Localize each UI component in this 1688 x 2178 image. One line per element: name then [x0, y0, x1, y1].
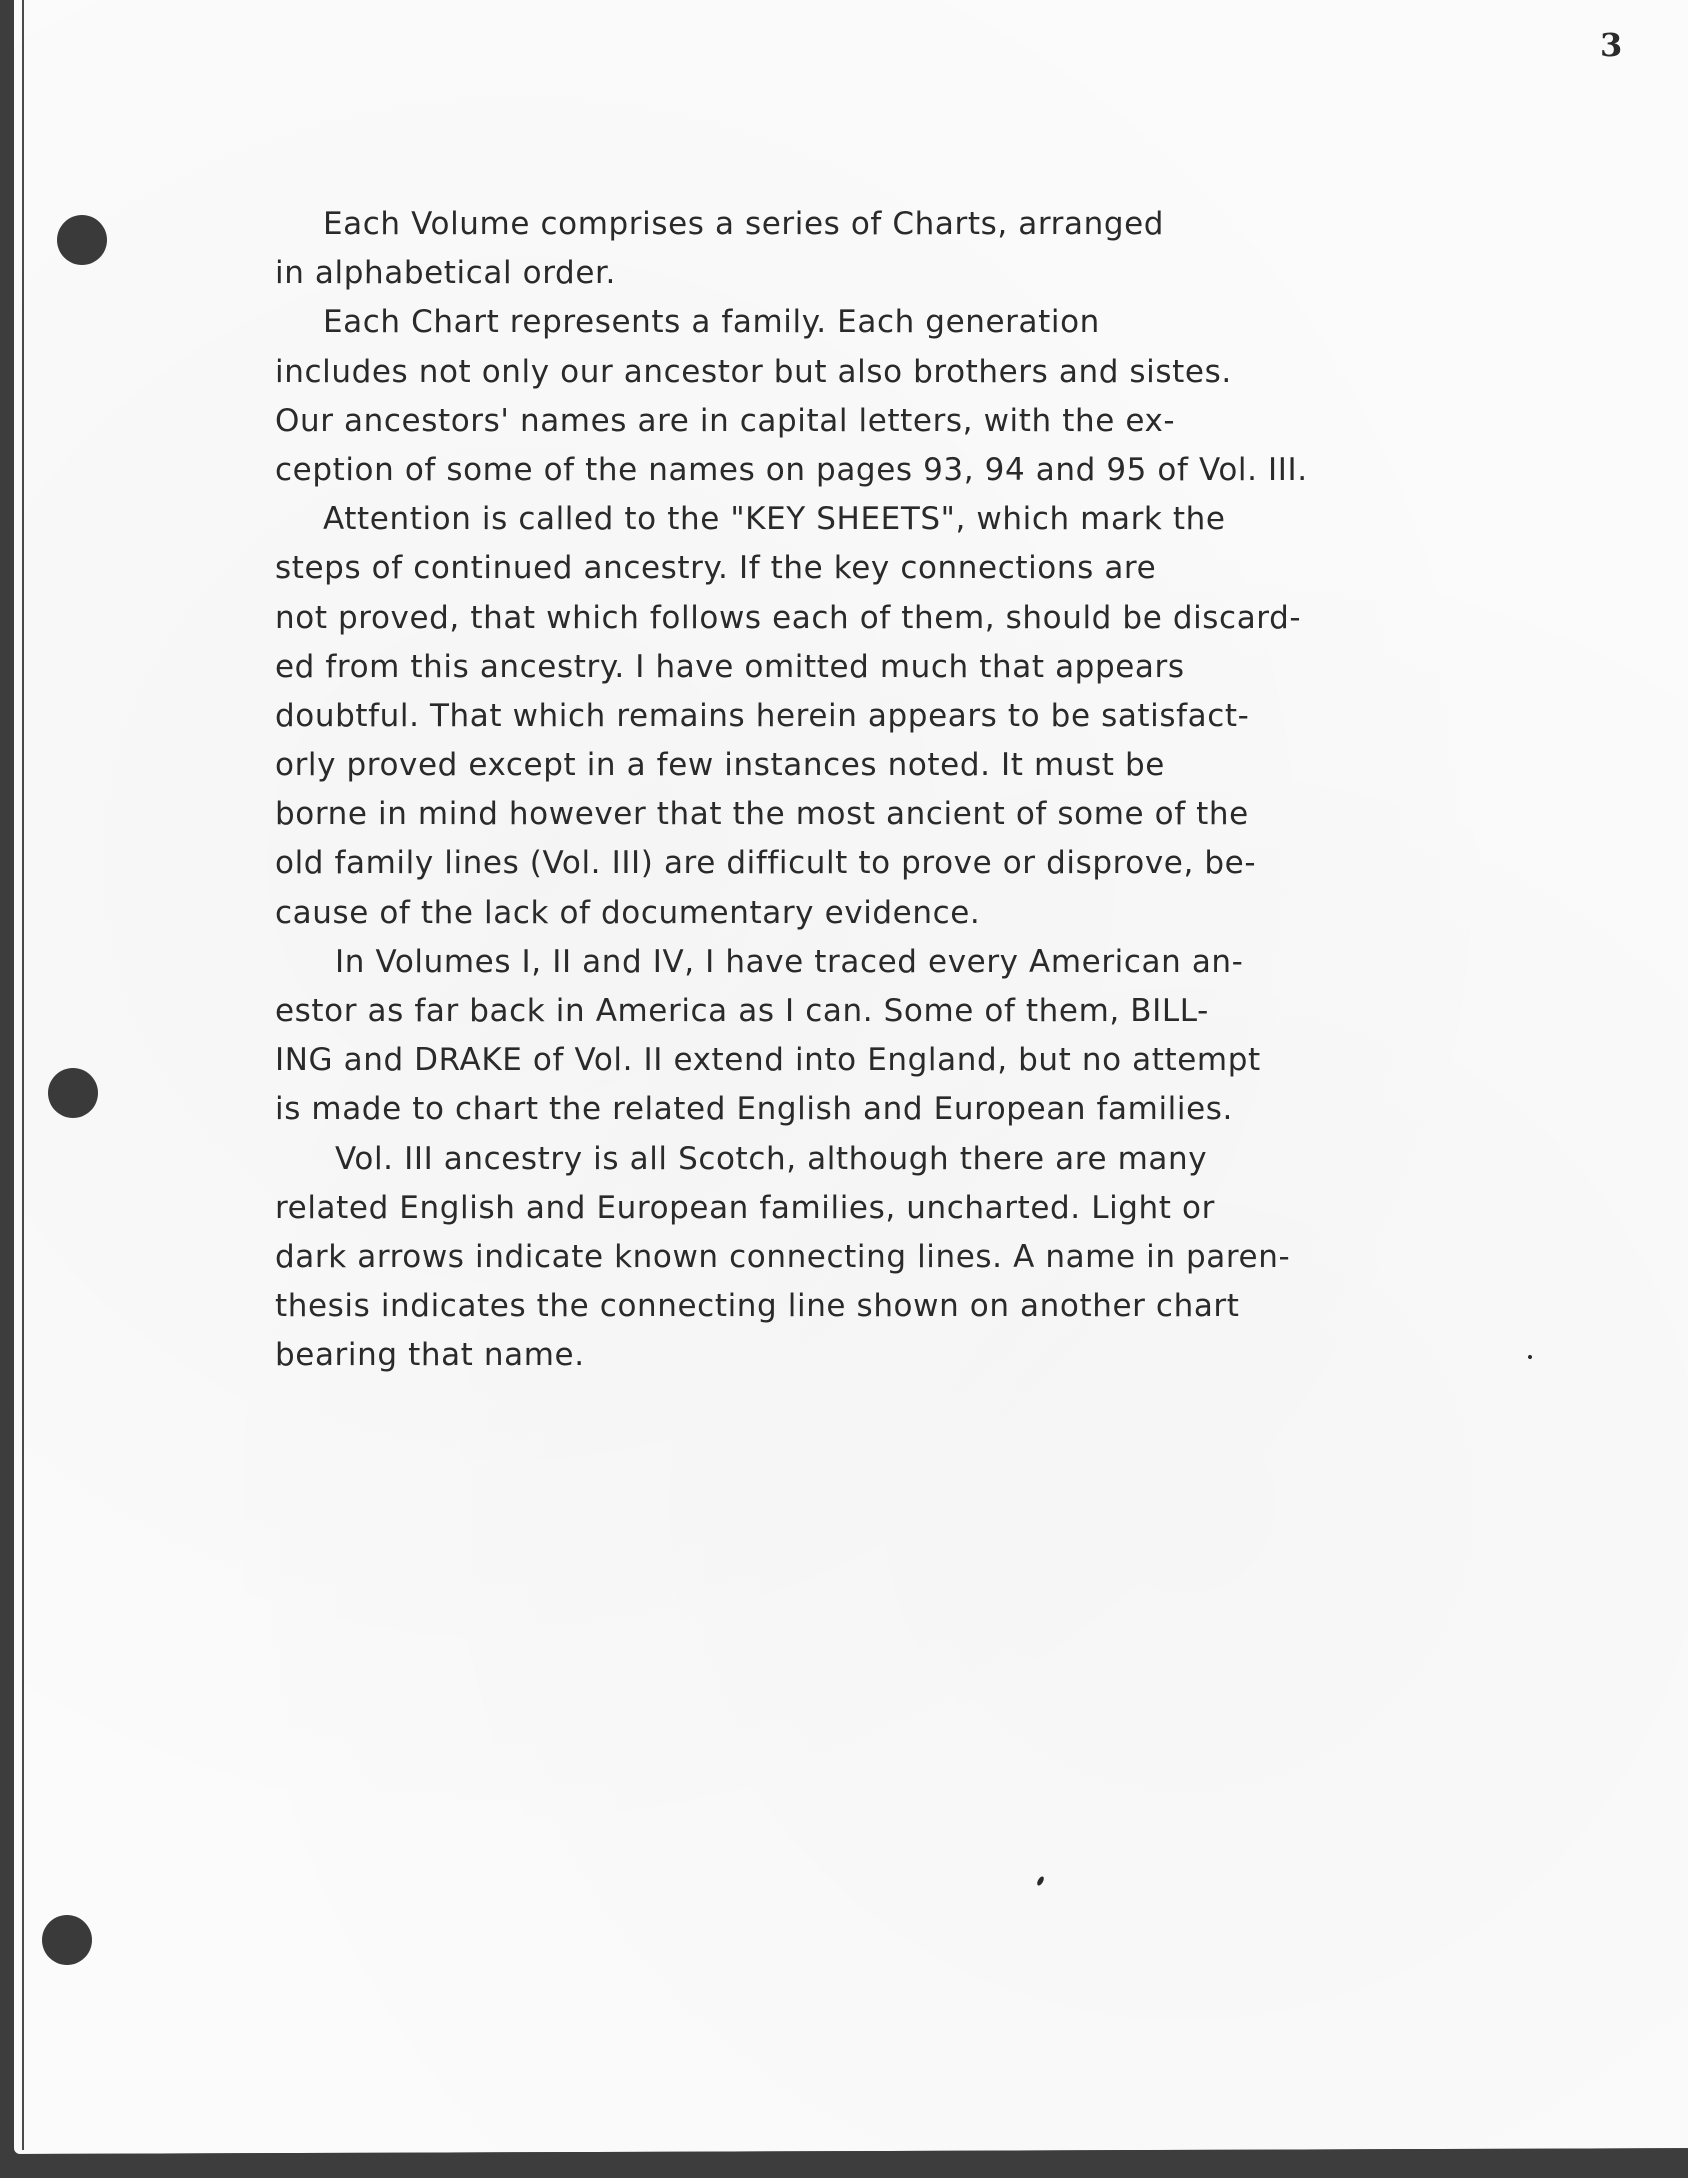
text-line: cause of the lack of documentary evidence.	[275, 894, 981, 931]
text-line: related English and European families, uncharted. Light or	[275, 1189, 1215, 1226]
text-line: borne in mind however that the most ancient of some of the	[275, 796, 1249, 833]
text-line: Vol. III ancestry is all Scotch, although there are many	[335, 1140, 1208, 1177]
handwritten-body	[275, 200, 1455, 1381]
text-line: In Volumes I, II and IV, I have traced every American an-	[335, 943, 1244, 980]
text-line: thesis indicates the connecting line shown on another chart	[275, 1288, 1240, 1325]
text-line: Each Chart represents a family. Each generation	[323, 304, 1100, 341]
text-line: bearing that name.	[275, 1337, 585, 1374]
text-line: old family lines (Vol. III) are difficult to prove or disprove, be-	[275, 845, 1257, 882]
text-line: estor as far back in America as I can. Some of them, BILL-	[275, 993, 1209, 1029]
text-line: ed from this ancestry. I have omitted much that appears	[275, 648, 1185, 685]
text-line: Each Volume comprises a series of Charts, arranged	[323, 206, 1165, 242]
text-line: ception of some of the names on pages 93, 94 and 95 of Vol. III.	[275, 451, 1308, 488]
text-line: Our ancestors' names are in capital letters, with the ex-	[275, 402, 1176, 439]
text-line: is made to chart the related English and European families.	[275, 1091, 1233, 1128]
text-line: ING and DRAKE of Vol. II extend into England, but no attempt	[275, 1042, 1261, 1079]
text-line: in alphabetical order.	[275, 255, 616, 292]
punch-hole-middle	[48, 1068, 98, 1118]
text-line: not proved, that which follows each of them, should be discard-	[275, 599, 1302, 636]
text-line: steps of continued ancestry. If the key connections are	[275, 550, 1157, 587]
punch-hole-top	[57, 215, 107, 265]
text-line: doubtful. That which remains herein appears to be satisfact-	[275, 697, 1250, 734]
punch-hole-bottom	[42, 1915, 92, 1965]
page-edge-line	[22, 0, 24, 2150]
text-line: includes not only our ancestor but also brothers and sistes.	[275, 353, 1232, 390]
page-number: 3	[1600, 26, 1623, 64]
text-line: orly proved except in a few instances noted. It must be	[275, 747, 1165, 784]
text-line: Attention is called to the "KEY SHEETS", which mark the	[323, 501, 1226, 538]
text-line: dark arrows indicate known connecting lines. A name in paren-	[275, 1238, 1291, 1275]
